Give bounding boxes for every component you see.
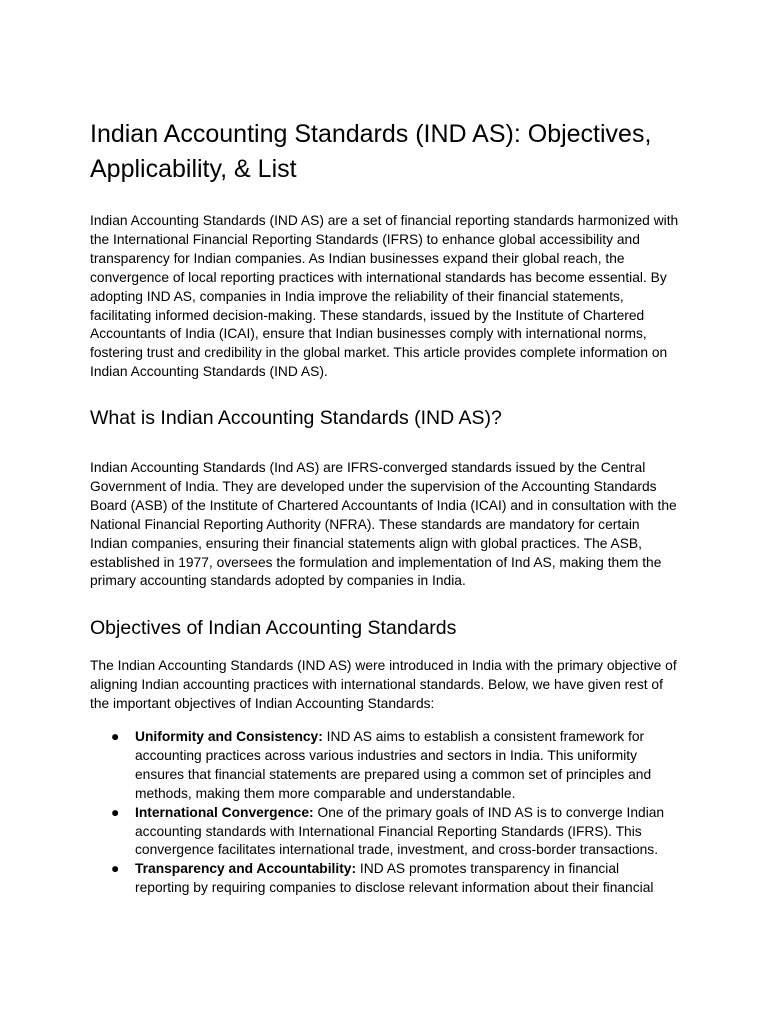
- list-item: [90, 804, 680, 861]
- section-objectives-paragraph: The Indian Accounting Standards (IND AS) were introduced in India with the primary objective of aligning Indian accounting practices with international standards. Below, we have given rest of the important objectives of Indian Accounting Standards:: [90, 658, 677, 711]
- list-item-content: [135, 728, 675, 804]
- list-item-term: International Convergence:: [135, 804, 314, 820]
- list-item-text: One of the primary goals of IND AS is to converge Indian accounting standards with International Financial Reporting Standards (IFRS). This convergence facilitates international trade, investment, and cross-border transactions.: [135, 804, 665, 858]
- bullet-icon: ●: [111, 861, 120, 877]
- intro-paragraph: Indian Accounting Standards (IND AS) are a set of financial reporting standards harmonized with the International Financial Reporting Standards (IFRS) to enhance global accessibility and transparency for Indian companies. As Indian businesses expand their global reach, the convergence of local reporting practices with international standards has become essential. By adopting IND AS, companies in India improve the reliability of their financial statements, facilitating informed decision-making. These standards, issued by the Institute of Chartered Accountants of India (ICAI), ensure that Indian businesses comply with international norms, fostering trust and credibility in the global market. This article provides complete information on Indian Accounting Standards (IND AS).: [90, 213, 679, 380]
- list-item-text: IND AS aims to establish a consistent framework for accounting practices across various industries and sectors in India. This uniformity ensures that financial statements are prepared using a common set of principles and methods, making them more comparable and understandable.: [135, 729, 652, 801]
- list-item-term: Uniformity and Consistency:: [135, 729, 323, 744]
- bullet-icon: ●: [111, 729, 120, 744]
- list-item-content: [135, 804, 675, 861]
- section-heading-what: What is Indian Accounting Standards (IND AS)?: [90, 407, 502, 429]
- list-item: [90, 860, 680, 898]
- list-item-content: [135, 860, 675, 898]
- section-what-paragraph: Indian Accounting Standards (Ind AS) are IFRS-converged standards issued by the Central Government of India. They are developed under the supervision of the Accounting Standards Board (ASB) of the Institute of Chartered Accountants of India (ICAI) and in consultation with the National Financial Reporting Authority (NFRA). These standards are mandatory for certain Indian companies, ensuring their financial statements align with global practices. The ASB, established in 1977, oversees the formulation and implementation of Ind AS, making them the primary accounting standards adopted by companies in India.: [90, 460, 677, 589]
- objectives-list: [90, 728, 680, 898]
- section-heading-objectives: Objectives of Indian Accounting Standards: [90, 617, 457, 639]
- list-item-term: Transparency and Accountability:: [135, 861, 357, 877]
- list-item-text: IND AS promotes transparency in financial reporting by requiring companies to disclose relevant information about their financial: [135, 861, 654, 896]
- list-item: [90, 728, 680, 804]
- bullet-icon: ●: [111, 804, 120, 820]
- document-title: Indian Accounting Standards (IND AS): Objectives, Applicability, & List: [90, 120, 652, 183]
